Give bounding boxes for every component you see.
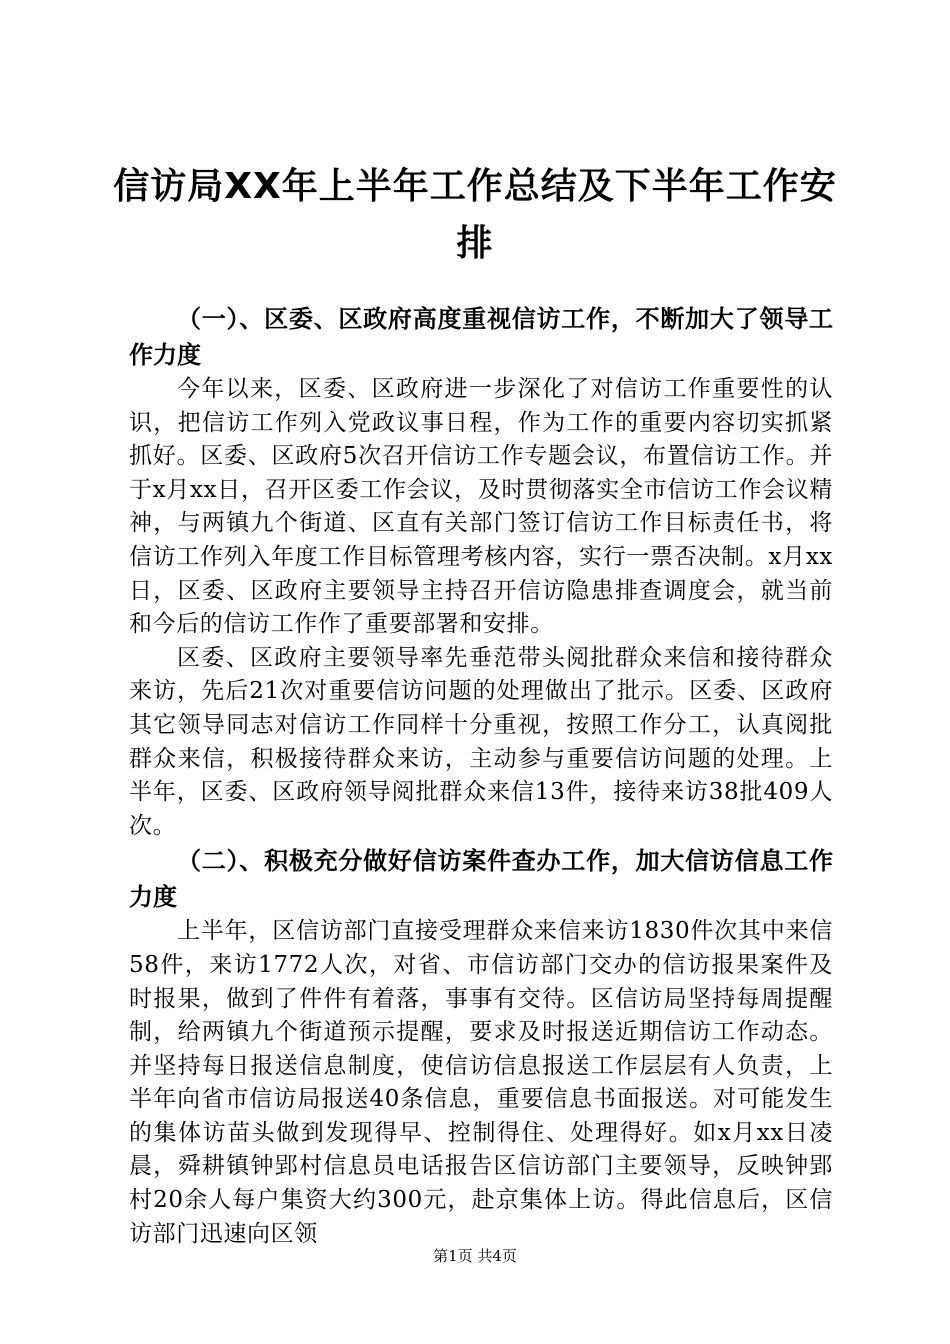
section-2-heading: （二）、积极充分做好信访案件查办工作，加大信访信息工作力度 [129,847,833,912]
document-title-line-2: 排 [456,223,494,264]
section-1-paragraph-1: 今年以来，区委、区政府进一步深化了对信访工作重要性的认识，把信访工作列入党政议事日程，作为工作的重要内容切实抓紧抓好。区委、区政府5次召开信访工作专题会议，布置信访工作。并于x月xx日，召开区委工作会议，及时贯彻落实全市信访工作会议精神，与两镇九个街道、区直有关部门签订信访工作目标责任书，将信访工作列入年度工作目标管理考核内容，实行一票否决制。x月xx日，区委、区政府主要领导主持召开信访隐患排查调度会，就当前和今后的信访工作作了重要部署和安排。 [129,376,833,638]
document-title-line-1: 信访局XX年上半年工作总结及下半年工作安 [113,166,837,207]
document-body [129,301,833,1251]
section-1-heading: （一）、区委、区政府高度重视信访工作，不断加大了领导工作力度 [129,305,833,369]
page-footer: 第1页 共4页 [433,1247,517,1265]
section-2-paragraph-1: 上半年，区信访部门直接受理群众来信来访1830件次其中来信58件，来访1772人次，对省、市信访部门交办的信访报果案件及时报果，做到了件件有着落，事事有交待。区信访局坚持每周提醒制，给两镇九个街道预示提醒，要求及时报送近期信访工作动态。并坚持每日报送信息制度，使信访信息报送工作层层有人负责，上半年向省市信访局报送40条信息，重要信息书面报送。对可能发生的集体访苗头做到发现得早、控制得住、处理得好。如x月xx日凌晨，舜耕镇钟郢村信息员电话报告区信访部门主要领导，反映钟郢村20余人每户集资大约300元，赴京集体上访。得此信息后，区信访部门迅速向区领 [129,918,833,1247]
section-1-paragraph-2: 区委、区政府主要领导率先垂范带头阅批群众来信和接待群众来访，先后21次对重要信访问题的处理做出了批示。区委、区政府其它领导同志对信访工作同样十分重视，按照工作分工，认真阅批群众来信，积极接待群众来访，主动参与重要信访问题的处理。上半年，区委、区政府领导阅批群众来信13件，接待来访38批409人次。 [129,644,833,839]
